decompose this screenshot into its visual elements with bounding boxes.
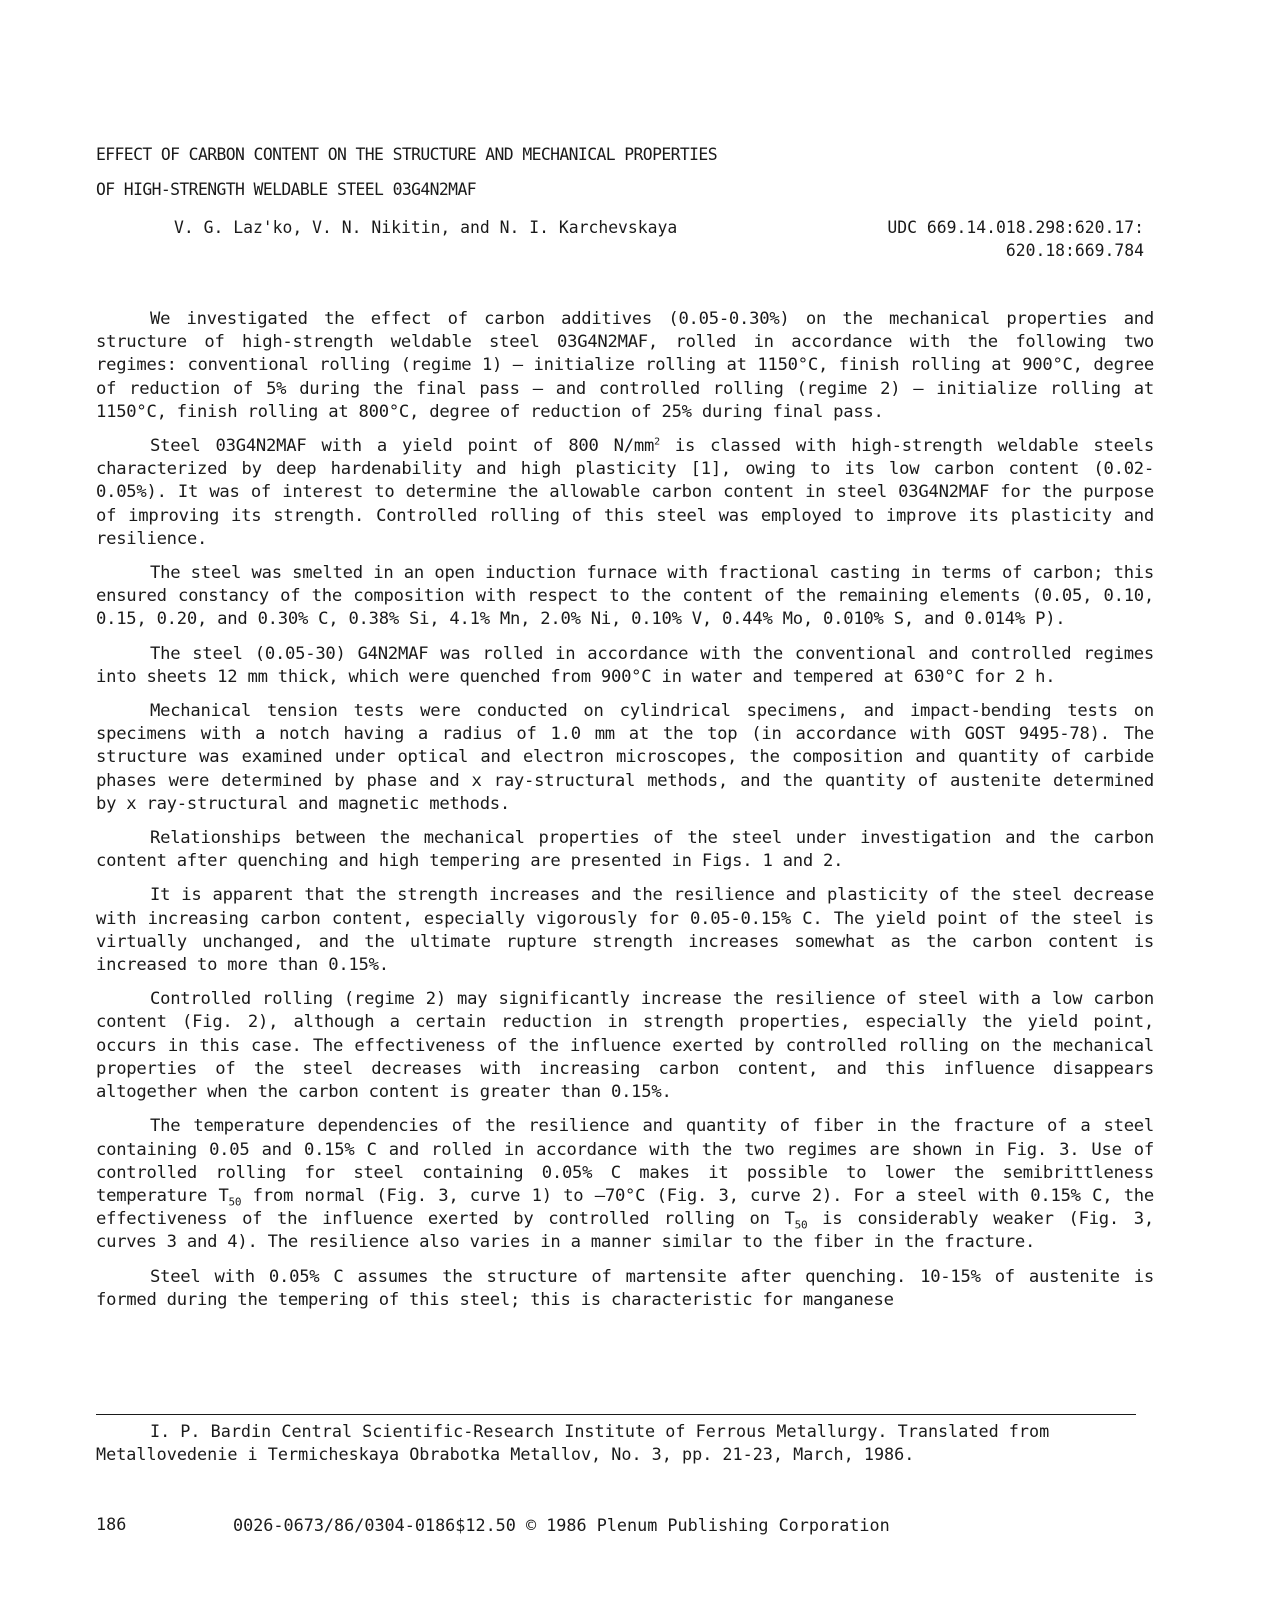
subscript-50-a: 50 [228,1195,242,1209]
paragraph-5: Mechanical tension tests were conducted on cylindrical specimens, and impact-bending tests on specimens with a notch having a radius of 1.0 mm at the top (in accordance with GOST 9495-78). The structure was examined under optical and electron microscopes, the composition and quantity of carbide phases were determined by phase and x ray-structural methods, and the quantity of austenite determined by x ray-structural and magnetic methods. [96,701,1154,814]
footnote-divider [96,1414,1136,1415]
paragraph-9-text-c: is considerably weaker (Fig. 3, curves 3 and 4). The resilience also varies in a manner similar to the fiber in the fracture. [96,1209,1154,1253]
page-number: 186 [96,1514,127,1534]
paragraph-2-text-a: Steel 03G4N2MAF with a yield point of 800 N/mm [150,436,655,457]
paragraph-2-text-b: is classed with high-strength weldable steels characterized by deep hardenability and high plasticity [1], owing to its low carbon content (0.02-0.05%). It was of interest to determine the allowable carbon content in steel 03G4N2MAF for the purpose of improving its strength. Controlled rolling of this steel was employed to improve its plasticity and resilience. [96,436,1155,549]
paragraph-7: It is apparent that the strength increases and the resilience and plasticity of the steel decrease with increasing carbon content, especially vigorously for 0.05-0.15% C. The yield point of the steel is virtually unchanged, and the ultimate rupture strength increases somewhat as the carbon content is increased to more than 0.15%. [96,885,1154,976]
subscript-50-b: 50 [794,1218,808,1232]
paragraph-9 [96,1115,1154,1254]
authors: V. G. Laz'ko, V. N. Nikitin, and N. I. Karchevskaya [174,218,678,237]
paragraph-6: Relationships between the mechanical properties of the steel under investigation and the carbon content after quenching and high tempering are presented in Figs. 1 and 2. [96,828,1154,872]
paragraph-3: The steel was smelted in an open induction furnace with fractional casting in terms of carbon; this ensured constancy of the composition with respect to the content of the remaining elements (0.05, 0.10, 0.15, 0.20, and 0.30% C, 0.38% Si, 4.1% Mn, 2.0% Ni, 0.10% V, 0.44% Mo, 0.010% S, and 0.014% P). [96,563,1154,630]
paragraph-10: Steel with 0.05% C assumes the structure of martensite after quenching. 10-15% of austenite is formed during the tempering of this steel; this is characteristic for manganese [96,1266,1154,1310]
article-title [96,137,1156,207]
paragraph-2 [96,435,1154,551]
paragraph-9-text-b: from normal (Fig. 3, curve 1) to —70°C (Fig. 3, curve 2). For a steel with 0.15% C, the effectiveness of the influence exerted by controlled rolling on T [96,1185,1154,1230]
publication-code: 0026-0673/86/0304-0186$12.50 © 1986 Plenum Publishing Corporation [233,1515,890,1535]
title-line-1: EFFECT OF CARBON CONTENT ON THE STRUCTURE AND MECHANICAL PROPERTIES [96,145,717,164]
paper-page [96,0,1166,1613]
article-body [96,308,1154,1323]
paragraph-4: The steel (0.05-30) G4N2MAF was rolled in accordance with the conventional and controlled regimes into sheets 12 mm thick, which were quenched from 900°C in water and tempered at 630°C for 2 h. [96,643,1154,687]
udc-code: UDC 669.14.018.298:620.17: 620.18:669.784 [887,218,1144,261]
paragraph-9-text-a: The temperature dependencies of the resilience and quantity of fiber in the fracture of a steel containing 0.05 and 0.15% C and rolled in accordance with the two regimes are shown in Fig. 3. Use of controlled rolling for steel containing 0.05% C makes it possible to lower the semibrittleness temperature T [96,1116,1154,1206]
title-line-2: OF HIGH-STRENGTH WELDABLE STEEL 03G4N2MAF [96,180,476,199]
footnote: I. P. Bardin Central Scientific-Research Institute of Ferrous Metallurgy. Translated from Metallovedenie i Termicheskaya Obrabotka Metallov, No. 3, pp. 21-23, March, 1986. [96,1421,1050,1465]
superscript-2: 2 [654,436,660,448]
paragraph-1: We investigated the effect of carbon additives (0.05-0.30%) on the mechanical properties and structure of high-strength weldable steel 03G4N2MAF, rolled in accordance with the following two regimes: conventional rolling (regime 1) — initialize rolling at 1150°C, finish rolling at 900°C, degree of reduction of 5% during the final pass — and controlled rolling (regime 2) — initialize rolling at 1150°C, finish rolling at 800°C, degree of reduction of 25% during final pass. [96,309,1154,422]
paragraph-8: Controlled rolling (regime 2) may significantly increase the resilience of steel with a low carbon content (Fig. 2), although a certain reduction in strength properties, especially the yield point, occurs in this case. The effectiveness of the influence exerted by controlled rolling on the mechanical properties of the steel decreases with increasing carbon content, and this influence disappears altogether when the carbon content is greater than 0.15%. [96,989,1154,1103]
